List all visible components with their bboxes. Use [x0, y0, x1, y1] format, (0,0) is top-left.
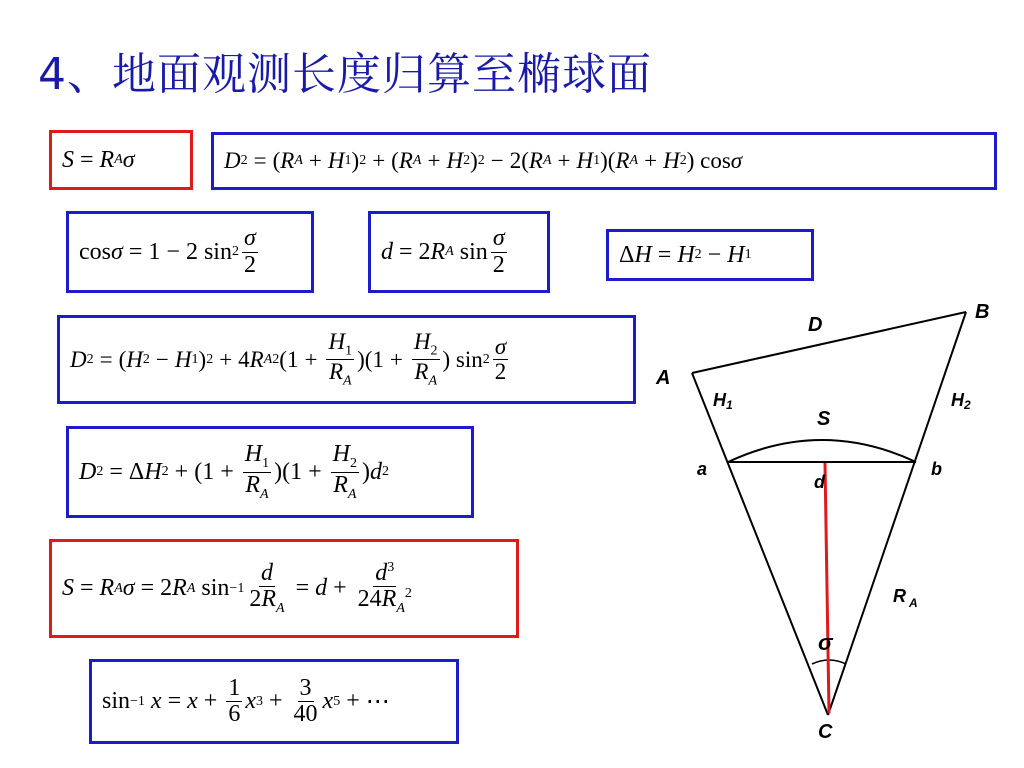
label-b-lower: b: [931, 459, 942, 479]
label-h2: H2: [951, 390, 971, 412]
arc-s: [728, 440, 916, 462]
formula-arcsin-series: sin −1 x = x + $\frac{1}{6}$ x 3 + $\frac{3}{40}$ x 5 + ⋯: [89, 659, 459, 744]
formula-cos-sigma: cos σ = 1 − 2 sin 2 $\frac{\sigma}{2}$: [66, 211, 314, 293]
formula-d-squared-chord: D 2 = Δ H 2 + (1 + $\frac{H_1}{R_A}$ )(1 + $\frac{H_2}{R_A}$ ) d 2: [66, 426, 474, 518]
radius-line: [825, 463, 829, 713]
line-d: [692, 312, 966, 373]
formula-d-squared-expanded: D 2 = ( H 2 − H 1 ) 2 + 4 R A 2 (1 + $\frac{H_1}{R_A}$ )(1 + $\frac{H_2}{R_A}$ ) sin 2 $\frac{\sigma}{2}$: [57, 315, 636, 404]
formula-d-squared-cosine: D 2 = ( R A + H 1 ) 2 + ( R A + H 2 ) 2 − 2( R A + H 1 )( R A + H 2 ) cos σ: [211, 132, 997, 190]
label-d-lower: d: [814, 472, 825, 492]
label-b-upper: B: [975, 301, 990, 323]
label-h1: H1: [713, 390, 733, 412]
line-a-to-c: [692, 373, 828, 715]
line-b-to-c: [828, 312, 966, 715]
formula-s-r-sigma: S = R A σ: [49, 130, 193, 190]
label-s: S: [817, 408, 831, 430]
formula-chord-d: d = 2 R A sin $\frac{\sigma}{2}$: [368, 211, 550, 293]
label-sigma: σ: [818, 630, 833, 655]
slide-title: 4、地面观测长度归算至椭球面: [38, 49, 652, 100]
label-ra: R $_A$: [893, 586, 918, 610]
label-a-upper: A: [656, 367, 671, 389]
label-a-lower: a: [697, 459, 708, 479]
label-c: C: [818, 721, 833, 743]
formula-delta-h: Δ H = H 2 − H 1: [606, 229, 814, 281]
label-d-upper: D: [808, 314, 823, 336]
formula-arc-length-series: S = R A σ = 2 R A sin −1 $\frac{d}{2R_A}$ = d + $\frac{d^3}{24R_A^2}$: [49, 539, 519, 638]
